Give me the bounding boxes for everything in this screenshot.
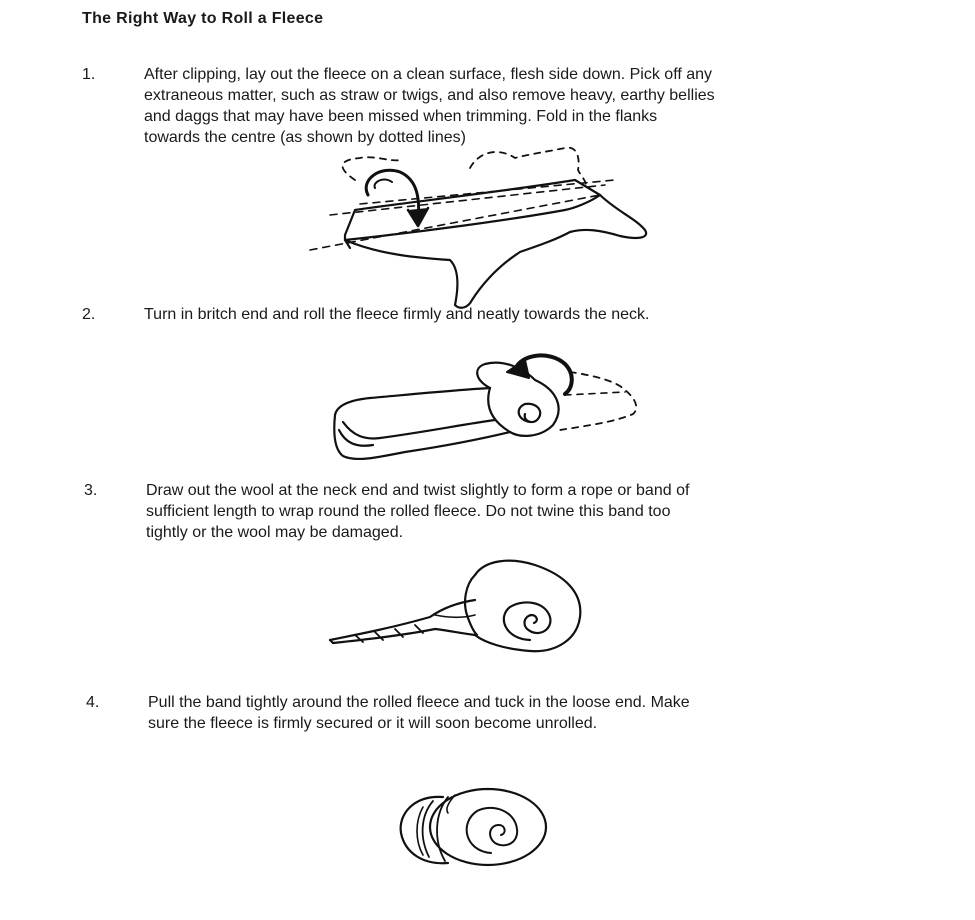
page-title: The Right Way to Roll a Fleece [82, 10, 324, 27]
step-2-text: Turn in britch end and roll the fleece firmly and neatly towards the neck. [144, 306, 650, 323]
step-1-number: 1. [82, 66, 96, 83]
fleece-laid-out-illustration [300, 140, 660, 315]
step-1-text: After clipping, lay out the fleece on a clean surface, flesh side down. Pick off any extraneous matter, such as straw or twigs, and also remove heavy, earthy bellies and daggs that may have been missed when trimming. Fold in the flanks towards the centre (as shown by dotted lines) [144, 66, 715, 146]
step-2-number: 2. [82, 306, 96, 323]
fleece-rolling-illustration [325, 350, 645, 465]
step-4-text: Pull the band tightly around the rolled fleece and tuck in the loose end. Make sure the fleece is firmly secured or it will soon become unrolled. [148, 694, 690, 732]
fleece-secured-roll-illustration [393, 785, 553, 870]
step-3-number: 3. [84, 482, 98, 499]
fleece-rope-twist-illustration [325, 555, 590, 660]
step-4-number: 4. [86, 694, 100, 711]
step-3-text: Draw out the wool at the neck end and twist slightly to form a rope or band of sufficient length to wrap round the rolled fleece. Do not twine this band too tightly or the wool may be damaged. [146, 482, 690, 541]
